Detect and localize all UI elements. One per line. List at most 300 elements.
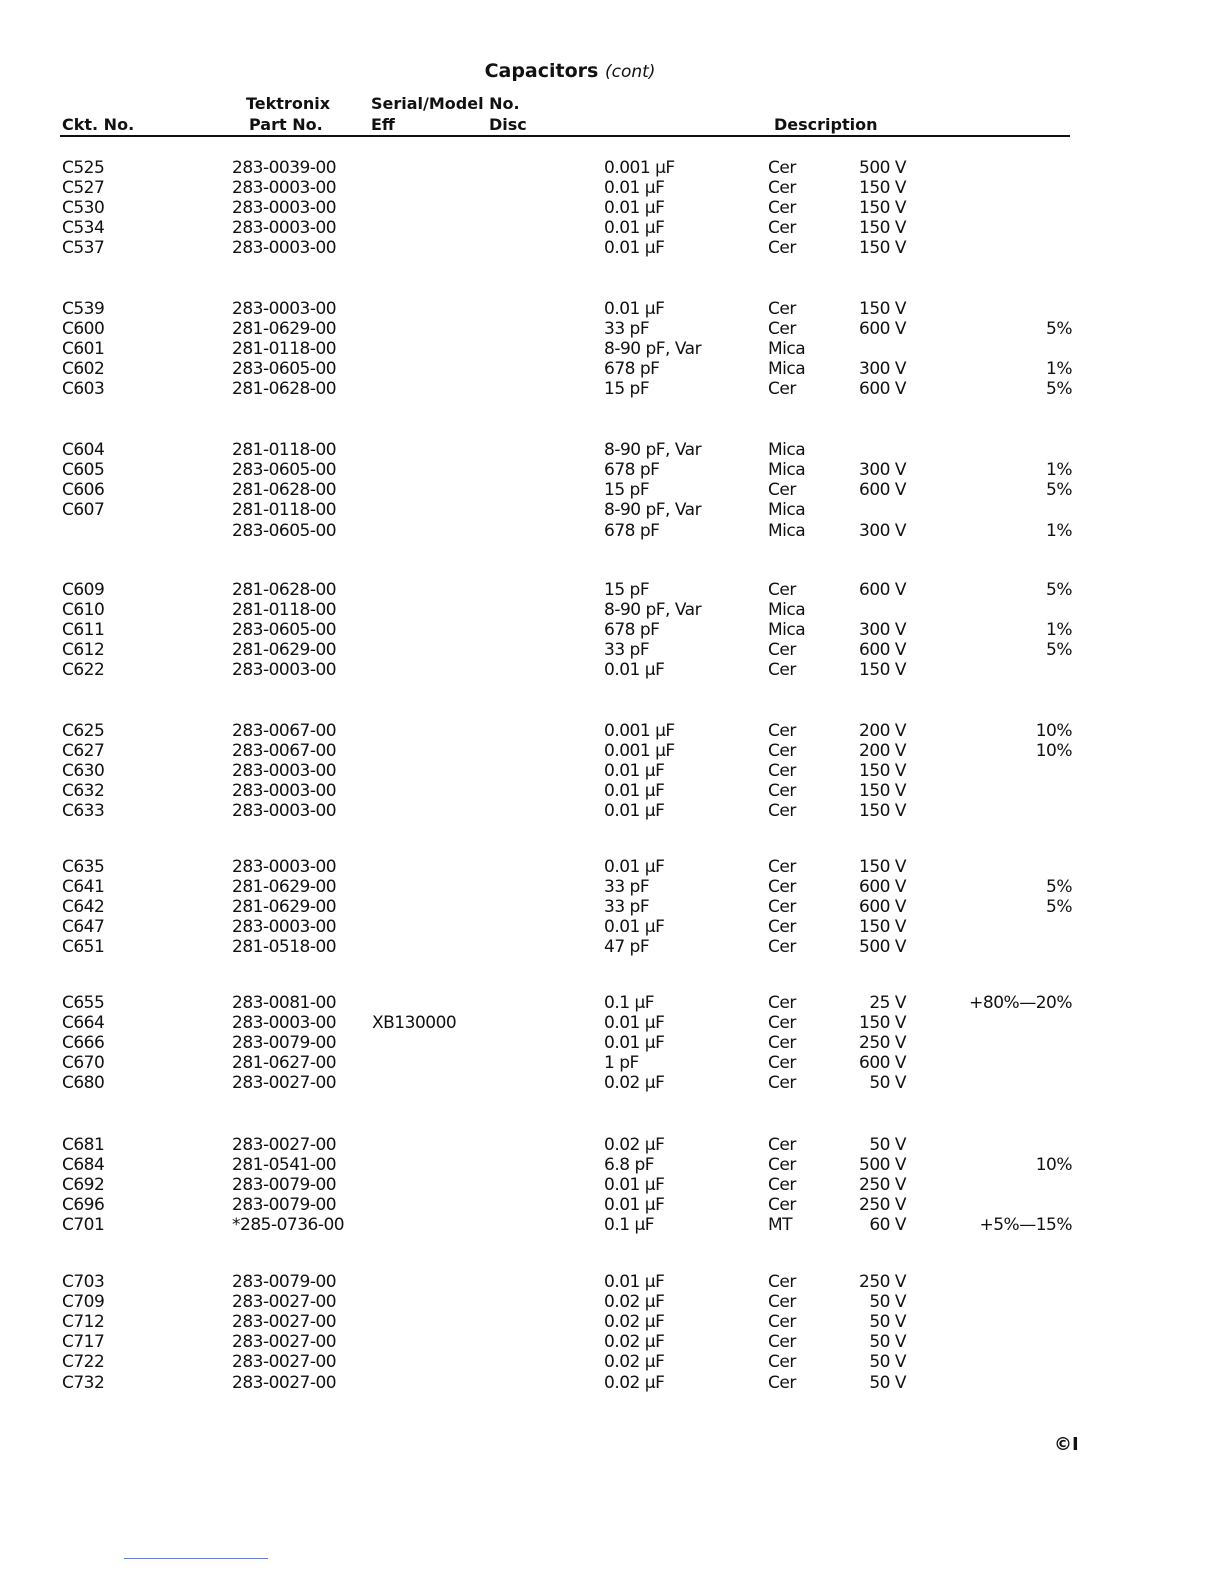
value-cell: 33 pF xyxy=(604,897,650,917)
voltage-cell: 600 V xyxy=(859,897,906,917)
header-serial-model: Serial/Model No. xyxy=(371,94,520,113)
voltage-cell: 150 V xyxy=(859,660,906,680)
part-no-cell: 283-0003-00 xyxy=(232,660,337,680)
value-cell: 15 pF xyxy=(604,480,650,500)
tolerance-cell: 5% xyxy=(1046,580,1072,600)
voltage-cell: 150 V xyxy=(859,1013,906,1033)
ckt-no-cell: C606 xyxy=(62,480,105,500)
voltage-cell: 600 V xyxy=(859,580,906,600)
part-no-cell: 283-0079-00 xyxy=(232,1175,337,1195)
type-cell: Cer xyxy=(768,178,796,198)
type-cell: Mica xyxy=(768,440,806,460)
value-cell: 1 pF xyxy=(604,1053,639,1073)
table-row xyxy=(0,1215,1224,1235)
part-no-cell: 283-0027-00 xyxy=(232,1073,337,1093)
table-row xyxy=(0,741,1224,761)
ckt-no-cell: C611 xyxy=(62,620,105,640)
type-cell: Cer xyxy=(768,721,796,741)
type-cell: Cer xyxy=(768,761,796,781)
table-row xyxy=(0,1155,1224,1175)
type-cell: Cer xyxy=(768,1292,796,1312)
header-ckt-no: Ckt. No. xyxy=(62,115,135,134)
tolerance-cell: 10% xyxy=(1035,721,1072,741)
value-cell: 0.02 μF xyxy=(604,1312,665,1332)
table-row xyxy=(0,801,1224,821)
part-no-cell: 283-0605-00 xyxy=(232,521,337,541)
voltage-cell: 60 V xyxy=(869,1215,906,1235)
part-no-cell: 283-0003-00 xyxy=(232,857,337,877)
value-cell: 6.8 pF xyxy=(604,1155,655,1175)
voltage-cell: 600 V xyxy=(859,480,906,500)
table-row xyxy=(0,1053,1224,1073)
ckt-no-cell: C696 xyxy=(62,1195,105,1215)
tolerance-cell: 10% xyxy=(1035,741,1072,761)
type-cell: Cer xyxy=(768,937,796,957)
voltage-cell: 300 V xyxy=(859,521,906,541)
part-no-cell: *285-0736-00 xyxy=(232,1215,345,1235)
table-row xyxy=(0,640,1224,660)
type-cell: Cer xyxy=(768,158,796,178)
table-row xyxy=(0,917,1224,937)
part-no-cell: 283-0003-00 xyxy=(232,299,337,319)
title-sub: (cont) xyxy=(604,62,656,82)
tolerance-cell: 1% xyxy=(1046,620,1072,640)
ckt-no-cell: C601 xyxy=(62,339,105,359)
value-cell: 0.1 μF xyxy=(604,993,655,1013)
ckt-no-cell: C530 xyxy=(62,198,105,218)
header-description: Description xyxy=(774,115,878,134)
header-rule xyxy=(60,135,1070,137)
value-cell: 0.02 μF xyxy=(604,1332,665,1352)
value-cell: 678 pF xyxy=(604,521,660,541)
type-cell: Cer xyxy=(768,299,796,319)
part-no-cell: 283-0027-00 xyxy=(232,1292,337,1312)
voltage-cell: 600 V xyxy=(859,379,906,399)
value-cell: 0.01 μF xyxy=(604,238,665,258)
ckt-no-cell: C627 xyxy=(62,741,105,761)
voltage-cell: 600 V xyxy=(859,877,906,897)
voltage-cell: 300 V xyxy=(859,620,906,640)
ckt-no-cell: C684 xyxy=(62,1155,105,1175)
ckt-no-cell: C630 xyxy=(62,761,105,781)
header-tektronix: Tektronix xyxy=(246,94,331,113)
ckt-no-cell: C539 xyxy=(62,299,105,319)
voltage-cell: 150 V xyxy=(859,299,906,319)
type-cell: Cer xyxy=(768,1175,796,1195)
voltage-cell: 250 V xyxy=(859,1175,906,1195)
ckt-no-cell: C527 xyxy=(62,178,105,198)
value-cell: 0.01 μF xyxy=(604,1272,665,1292)
table-row xyxy=(0,218,1224,238)
tolerance-cell: 5% xyxy=(1046,897,1072,917)
table-row xyxy=(0,781,1224,801)
value-cell: 0.01 μF xyxy=(604,299,665,319)
voltage-cell: 150 V xyxy=(859,781,906,801)
part-no-cell: 283-0003-00 xyxy=(232,218,337,238)
value-cell: 0.001 μF xyxy=(604,741,675,761)
type-cell: Cer xyxy=(768,897,796,917)
type-cell: Cer xyxy=(768,379,796,399)
table-row xyxy=(0,993,1224,1013)
ckt-no-cell: C709 xyxy=(62,1292,105,1312)
ckt-no-cell: C680 xyxy=(62,1073,105,1093)
table-row xyxy=(0,1292,1224,1312)
part-no-cell: 283-0003-00 xyxy=(232,1013,337,1033)
voltage-cell: 150 V xyxy=(859,238,906,258)
value-cell: 678 pF xyxy=(604,359,660,379)
ckt-no-cell: C666 xyxy=(62,1033,105,1053)
ckt-no-cell: C609 xyxy=(62,580,105,600)
type-cell: Cer xyxy=(768,198,796,218)
value-cell: 0.01 μF xyxy=(604,917,665,937)
ckt-no-cell: C664 xyxy=(62,1013,105,1033)
serial-eff-cell: XB130000 xyxy=(372,1013,457,1033)
type-cell: Mica xyxy=(768,521,806,541)
ckt-no-cell: C633 xyxy=(62,801,105,821)
table-row xyxy=(0,1013,1224,1033)
voltage-cell: 250 V xyxy=(859,1033,906,1053)
type-cell: Cer xyxy=(768,1053,796,1073)
type-cell: Cer xyxy=(768,480,796,500)
type-cell: Mica xyxy=(768,460,806,480)
table-row xyxy=(0,721,1224,741)
value-cell: 0.1 μF xyxy=(604,1215,655,1235)
voltage-cell: 500 V xyxy=(859,1155,906,1175)
value-cell: 0.01 μF xyxy=(604,660,665,680)
table-row xyxy=(0,937,1224,957)
type-cell: Cer xyxy=(768,741,796,761)
table-row xyxy=(0,1352,1224,1372)
value-cell: 0.01 μF xyxy=(604,801,665,821)
table-row xyxy=(0,158,1224,178)
voltage-cell: 300 V xyxy=(859,359,906,379)
type-cell: Cer xyxy=(768,640,796,660)
tolerance-cell: +5%—15% xyxy=(979,1215,1072,1235)
value-cell: 8-90 pF, Var xyxy=(604,600,702,620)
table-row xyxy=(0,1332,1224,1352)
type-cell: Cer xyxy=(768,660,796,680)
ckt-no-cell: C681 xyxy=(62,1135,105,1155)
value-cell: 0.02 μF xyxy=(604,1135,665,1155)
part-no-cell: 283-0605-00 xyxy=(232,460,337,480)
table-row xyxy=(0,580,1224,600)
voltage-cell: 150 V xyxy=(859,917,906,937)
part-no-cell: 283-0039-00 xyxy=(232,158,337,178)
voltage-cell: 150 V xyxy=(859,218,906,238)
type-cell: Cer xyxy=(768,1195,796,1215)
part-no-cell: 283-0027-00 xyxy=(232,1135,337,1155)
ckt-no-cell: C603 xyxy=(62,379,105,399)
part-no-cell: 281-0627-00 xyxy=(232,1053,337,1073)
part-no-cell: 281-0628-00 xyxy=(232,379,337,399)
ckt-no-cell: C605 xyxy=(62,460,105,480)
tolerance-cell: +80%—20% xyxy=(969,993,1072,1013)
table-row xyxy=(0,1033,1224,1053)
part-no-cell: 283-0027-00 xyxy=(232,1312,337,1332)
table-row xyxy=(0,877,1224,897)
value-cell: 0.02 μF xyxy=(604,1352,665,1372)
table-row xyxy=(0,359,1224,379)
table-row xyxy=(0,1175,1224,1195)
table-row xyxy=(0,761,1224,781)
ckt-no-cell: C647 xyxy=(62,917,105,937)
value-cell: 0.01 μF xyxy=(604,178,665,198)
part-no-cell: 283-0027-00 xyxy=(232,1332,337,1352)
type-cell: Cer xyxy=(768,1352,796,1372)
table-row xyxy=(0,660,1224,680)
part-no-cell: 283-0003-00 xyxy=(232,238,337,258)
part-no-cell: 283-0067-00 xyxy=(232,721,337,741)
part-no-cell: 283-0079-00 xyxy=(232,1272,337,1292)
ckt-no-cell: C641 xyxy=(62,877,105,897)
part-no-cell: 283-0605-00 xyxy=(232,359,337,379)
part-no-cell: 283-0605-00 xyxy=(232,620,337,640)
part-no-cell: 281-0629-00 xyxy=(232,640,337,660)
ckt-no-cell: C642 xyxy=(62,897,105,917)
ckt-no-cell: C701 xyxy=(62,1215,105,1235)
part-no-cell: 283-0003-00 xyxy=(232,917,337,937)
voltage-cell: 150 V xyxy=(859,857,906,877)
part-no-cell: 283-0003-00 xyxy=(232,178,337,198)
type-cell: Cer xyxy=(768,857,796,877)
type-cell: Cer xyxy=(768,1033,796,1053)
tolerance-cell: 10% xyxy=(1035,1155,1072,1175)
type-cell: Cer xyxy=(768,218,796,238)
part-no-cell: 281-0629-00 xyxy=(232,319,337,339)
table-row xyxy=(0,1272,1224,1292)
ckt-no-cell: C607 xyxy=(62,500,105,520)
table-row xyxy=(0,238,1224,258)
value-cell: 33 pF xyxy=(604,877,650,897)
type-cell: Cer xyxy=(768,1373,796,1393)
part-no-cell: 281-0518-00 xyxy=(232,937,337,957)
type-cell: Cer xyxy=(768,580,796,600)
type-cell: Cer xyxy=(768,1155,796,1175)
ckt-no-cell: C612 xyxy=(62,640,105,660)
header-eff: Eff xyxy=(371,115,395,134)
voltage-cell: 50 V xyxy=(869,1073,906,1093)
table-row xyxy=(0,521,1224,541)
ckt-no-cell: C632 xyxy=(62,781,105,801)
header-disc: Disc xyxy=(489,115,527,134)
table-row xyxy=(0,198,1224,218)
tolerance-cell: 5% xyxy=(1046,319,1072,339)
tolerance-cell: 5% xyxy=(1046,379,1072,399)
type-cell: Mica xyxy=(768,500,806,520)
part-no-cell: 283-0067-00 xyxy=(232,741,337,761)
ckt-no-cell: C635 xyxy=(62,857,105,877)
table-row xyxy=(0,1135,1224,1155)
ckt-no-cell: C703 xyxy=(62,1272,105,1292)
header-part-no: Part No. xyxy=(249,115,323,134)
title-main: Capacitors xyxy=(484,60,599,82)
table-row xyxy=(0,460,1224,480)
table-row xyxy=(0,857,1224,877)
type-cell: Cer xyxy=(768,877,796,897)
table-row xyxy=(0,1073,1224,1093)
voltage-cell: 50 V xyxy=(869,1373,906,1393)
ckt-no-cell: C655 xyxy=(62,993,105,1013)
type-cell: Cer xyxy=(768,917,796,937)
value-cell: 678 pF xyxy=(604,460,660,480)
part-no-cell: 281-0118-00 xyxy=(232,440,337,460)
voltage-cell: 300 V xyxy=(859,460,906,480)
type-cell: Mica xyxy=(768,600,806,620)
value-cell: 0.02 μF xyxy=(604,1073,665,1093)
type-cell: Cer xyxy=(768,1332,796,1352)
value-cell: 0.02 μF xyxy=(604,1292,665,1312)
voltage-cell: 50 V xyxy=(869,1352,906,1372)
voltage-cell: 600 V xyxy=(859,1053,906,1073)
type-cell: Mica xyxy=(768,620,806,640)
tolerance-cell: 5% xyxy=(1046,640,1072,660)
tolerance-cell: 1% xyxy=(1046,359,1072,379)
ckt-no-cell: C534 xyxy=(62,218,105,238)
ckt-no-cell: C732 xyxy=(62,1373,105,1393)
value-cell: 0.01 μF xyxy=(604,761,665,781)
ckt-no-cell: C622 xyxy=(62,660,105,680)
ckt-no-cell: C712 xyxy=(62,1312,105,1332)
type-cell: Cer xyxy=(768,319,796,339)
ckt-no-cell: C604 xyxy=(62,440,105,460)
value-cell: 0.01 μF xyxy=(604,1195,665,1215)
type-cell: Cer xyxy=(768,1013,796,1033)
table-row xyxy=(0,1373,1224,1393)
value-cell: 33 pF xyxy=(604,640,650,660)
voltage-cell: 600 V xyxy=(859,319,906,339)
value-cell: 0.02 μF xyxy=(604,1373,665,1393)
part-no-cell: 281-0628-00 xyxy=(232,480,337,500)
part-no-cell: 283-0027-00 xyxy=(232,1352,337,1372)
value-cell: 0.01 μF xyxy=(604,1175,665,1195)
table-row xyxy=(0,299,1224,319)
voltage-cell: 500 V xyxy=(859,158,906,178)
type-cell: Mica xyxy=(768,339,806,359)
voltage-cell: 150 V xyxy=(859,198,906,218)
footer-mark: ©I xyxy=(1054,1434,1079,1455)
value-cell: 0.001 μF xyxy=(604,158,675,178)
part-no-cell: 281-0118-00 xyxy=(232,339,337,359)
ckt-no-cell: C525 xyxy=(62,158,105,178)
table-row xyxy=(0,600,1224,620)
footer-link-line xyxy=(124,1558,268,1559)
part-no-cell: 283-0079-00 xyxy=(232,1195,337,1215)
type-cell: Cer xyxy=(768,1272,796,1292)
voltage-cell: 150 V xyxy=(859,178,906,198)
value-cell: 0.01 μF xyxy=(604,781,665,801)
part-no-cell: 283-0027-00 xyxy=(232,1373,337,1393)
part-no-cell: 281-0628-00 xyxy=(232,580,337,600)
tolerance-cell: 5% xyxy=(1046,877,1072,897)
value-cell: 0.01 μF xyxy=(604,857,665,877)
tolerance-cell: 1% xyxy=(1046,521,1072,541)
voltage-cell: 500 V xyxy=(859,937,906,957)
value-cell: 47 pF xyxy=(604,937,650,957)
table-row xyxy=(0,1195,1224,1215)
type-cell: Mica xyxy=(768,359,806,379)
ckt-no-cell: C602 xyxy=(62,359,105,379)
voltage-cell: 50 V xyxy=(869,1135,906,1155)
part-no-cell: 281-0629-00 xyxy=(232,897,337,917)
table-row xyxy=(0,620,1224,640)
value-cell: 0.01 μF xyxy=(604,1033,665,1053)
table-row xyxy=(0,500,1224,520)
tolerance-cell: 5% xyxy=(1046,480,1072,500)
voltage-cell: 600 V xyxy=(859,640,906,660)
part-no-cell: 283-0079-00 xyxy=(232,1033,337,1053)
part-no-cell: 283-0003-00 xyxy=(232,761,337,781)
table-row xyxy=(0,178,1224,198)
ckt-no-cell: C722 xyxy=(62,1352,105,1372)
ckt-no-cell: C717 xyxy=(62,1332,105,1352)
value-cell: 33 pF xyxy=(604,319,650,339)
value-cell: 15 pF xyxy=(604,379,650,399)
ckt-no-cell: C692 xyxy=(62,1175,105,1195)
value-cell: 0.01 μF xyxy=(604,218,665,238)
part-no-cell: 281-0541-00 xyxy=(232,1155,337,1175)
voltage-cell: 50 V xyxy=(869,1332,906,1352)
voltage-cell: 50 V xyxy=(869,1312,906,1332)
type-cell: Cer xyxy=(768,781,796,801)
value-cell: 0.01 μF xyxy=(604,1013,665,1033)
voltage-cell: 150 V xyxy=(859,761,906,781)
part-no-cell: 281-0118-00 xyxy=(232,600,337,620)
part-no-cell: 283-0081-00 xyxy=(232,993,337,1013)
voltage-cell: 150 V xyxy=(859,801,906,821)
value-cell: 0.001 μF xyxy=(604,721,675,741)
value-cell: 15 pF xyxy=(604,580,650,600)
table-row xyxy=(0,339,1224,359)
ckt-no-cell: C600 xyxy=(62,319,105,339)
type-cell: MT xyxy=(768,1215,793,1235)
voltage-cell: 200 V xyxy=(859,721,906,741)
part-no-cell: 283-0003-00 xyxy=(232,801,337,821)
table-row xyxy=(0,480,1224,500)
value-cell: 0.01 μF xyxy=(604,198,665,218)
voltage-cell: 250 V xyxy=(859,1195,906,1215)
table-row xyxy=(0,379,1224,399)
part-no-cell: 283-0003-00 xyxy=(232,781,337,801)
value-cell: 8-90 pF, Var xyxy=(604,339,702,359)
tolerance-cell: 1% xyxy=(1046,460,1072,480)
table-row xyxy=(0,440,1224,460)
value-cell: 8-90 pF, Var xyxy=(604,440,702,460)
type-cell: Cer xyxy=(768,1135,796,1155)
type-cell: Cer xyxy=(768,238,796,258)
voltage-cell: 250 V xyxy=(859,1272,906,1292)
table-row xyxy=(0,897,1224,917)
voltage-cell: 50 V xyxy=(869,1292,906,1312)
part-no-cell: 283-0003-00 xyxy=(232,198,337,218)
type-cell: Cer xyxy=(768,1312,796,1332)
part-no-cell: 281-0118-00 xyxy=(232,500,337,520)
type-cell: Cer xyxy=(768,993,796,1013)
ckt-no-cell: C651 xyxy=(62,937,105,957)
type-cell: Cer xyxy=(768,801,796,821)
table-row xyxy=(0,1312,1224,1332)
ckt-no-cell: C625 xyxy=(62,721,105,741)
part-no-cell: 281-0629-00 xyxy=(232,877,337,897)
type-cell: Cer xyxy=(768,1073,796,1093)
ckt-no-cell: C537 xyxy=(62,238,105,258)
page-title xyxy=(0,60,1140,82)
table-row xyxy=(0,319,1224,339)
voltage-cell: 25 V xyxy=(869,993,906,1013)
ckt-no-cell: C670 xyxy=(62,1053,105,1073)
value-cell: 8-90 pF, Var xyxy=(604,500,702,520)
ckt-no-cell: C610 xyxy=(62,600,105,620)
voltage-cell: 200 V xyxy=(859,741,906,761)
